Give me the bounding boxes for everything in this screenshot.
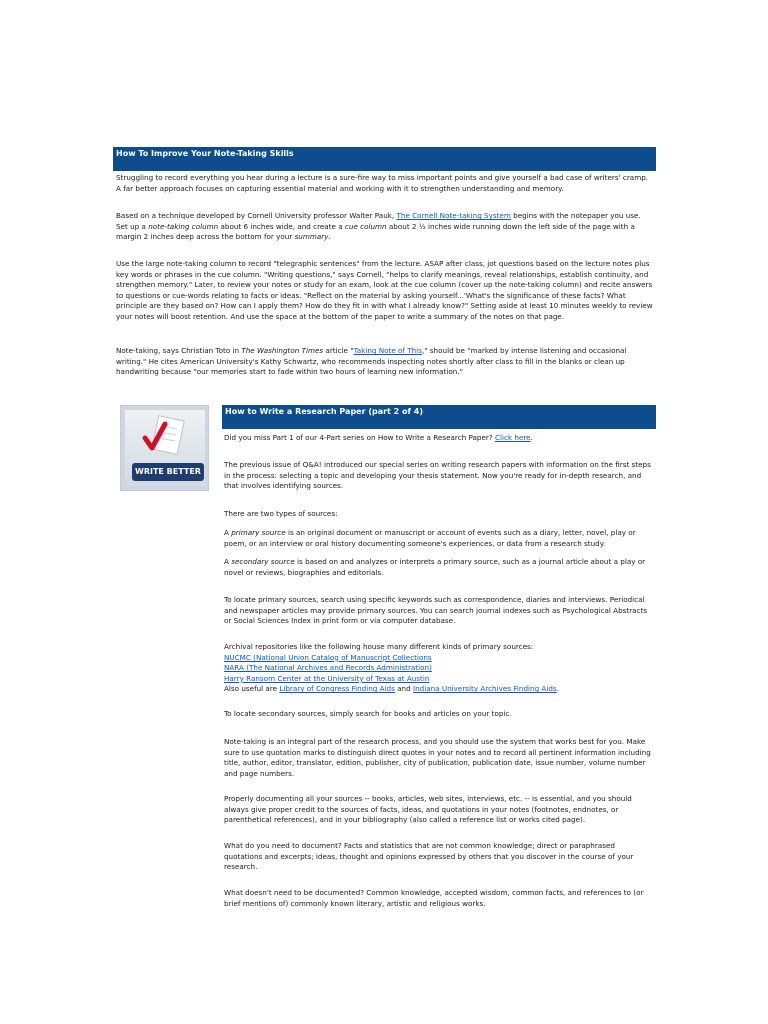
paragraph-text: . xyxy=(530,433,533,442)
paragraph-text: Based on a technique developed by Cornell University professor Walter Pauk, xyxy=(116,211,397,220)
paragraph-text: article " xyxy=(323,346,354,355)
cornell-system-link[interactable]: The Cornell Note-taking System xyxy=(396,211,511,220)
paragraph xyxy=(224,888,654,909)
paragraph-text: Properly documenting all your sources -- books, articles, web sites, interviews, etc. -- is essential, and you should always give proper credit to the sources of facts, ideas, and quotations in your notes (footnotes, endnotes, or parenthetical references), and in your bibliography (also called a reference list or works cited page). xyxy=(224,794,632,825)
emphasis-text: primary source xyxy=(231,528,286,537)
write-better-label: WRITE BETTER xyxy=(132,463,204,481)
paragraph-text: begins with the notepaper you use. Set up a xyxy=(116,211,641,231)
paragraph-text: There are two types of sources: xyxy=(224,509,338,518)
paragraph xyxy=(116,259,653,323)
paragraph-text: A xyxy=(224,557,232,566)
paragraph-text: Use the large note-taking column to record "telegraphic sentences" from the lecture. ASAP after class, jot questions based on the lecture notes plus key words or phrases in the cue column. "Writing questions," says Cornell, "helps to clarify meanings, reveal relationships, establish continuity, and strengthen memory." Later, to review your notes or study for an exam, look at the cue column (cover up the note-taking column) and recite answers to questions or cue-words relating to facts or ideas. "Reflect on the material by asking yourself...'What's the significance of these facts? What principle are they based on? How can I apply them? How do they fit in with what I already know?" Setting aside at least 10 minutes weekly to review your notes will boost retention. And use the space at the bottom of the paper to write a summary of the notes on that page. xyxy=(116,259,653,321)
section-heading-text: How to Write a Research Paper (part 2 of 4) xyxy=(225,407,424,416)
paragraph-text: about 2 ½ inches wide running down the left side of the page with a margin 2 inches deep across the bottom for your xyxy=(116,221,635,242)
paragraph xyxy=(224,709,654,720)
paragraph xyxy=(224,433,654,444)
library-of-congress-link[interactable]: Library of Congress Finding Aids xyxy=(279,684,395,694)
emphasis-text: summary xyxy=(294,232,329,242)
paragraph xyxy=(224,595,654,627)
emphasis-text: note-taking column xyxy=(148,221,219,231)
paragraph xyxy=(224,737,654,779)
paragraph-text: Did you miss Part 1 of our 4-Part series on How to Write a Research Paper? xyxy=(224,433,495,442)
paragraph-text: Struggling to record everything you hear during a lecture is a sure-fire way to miss important points and give yourself a bad case of writers' cramp. A far better approach focuses on capturing essential material and working with it to strengthen understanding and memory. xyxy=(116,173,649,193)
paragraph-text: Note-taking is an integral part of the research process, and you should use the system that works best for you. Make sure to use quotation marks to distinguish direct quotes in your notes and to record all pertinent information including title, author, editor, translator, edition, publisher, city of publication, publication date, issue number, volume number and page numbers. xyxy=(224,737,651,778)
emphasis-text: The Washington Times xyxy=(241,346,324,355)
paragraph-text: about 6 inches wide, and create a xyxy=(218,221,345,231)
nara-link[interactable]: NARA (The National Archives and Records Administration) xyxy=(224,663,432,673)
paragraph xyxy=(116,346,653,378)
paragraph-text: is an original document or manuscript or account of events such as a diary, letter, novel, play or poem, or an interview or oral history documenting someone's experiences, or data from a research study. xyxy=(224,528,636,548)
thumbnail-background xyxy=(125,410,205,487)
paragraph xyxy=(116,211,653,243)
paragraph-text: To locate primary sources, search using specific keywords such as correspondence, diaries and interviews. Periodical and newspaper articles may provide primary sources. You can search journal indexes such as Psychological Abstracts or Social Sciences Index in print form or via computer database. xyxy=(224,595,648,626)
nucmc-link[interactable]: NUCMC (National Union Catalog of Manuscript Collections xyxy=(224,652,432,662)
paragraph-text: is based on and analyzes or interprets a primary source, such as a journal article about a play or novel or reviews, biographies and editorials. xyxy=(224,557,646,577)
section-heading-note-taking xyxy=(113,147,656,171)
paragraph xyxy=(224,557,654,578)
paragraph xyxy=(224,528,654,549)
paragraph xyxy=(224,841,654,873)
paragraph-text: . xyxy=(556,684,559,694)
paragraph-text: What doesn't need to be documented? Common knowledge, accepted wisdom, common facts, and references to (or brief mentions of) commonly known literary, artistic and religious works. xyxy=(224,888,644,908)
paragraph-text: Note-taking, says Christian Toto in xyxy=(116,346,242,355)
section-heading-research-paper xyxy=(222,405,656,429)
indiana-university-link[interactable]: Indiana University Archives Finding Aids xyxy=(412,684,557,694)
paragraph xyxy=(224,460,654,492)
paragraph-text: What do you need to document? Facts and statistics that are not common knowledge; direct or paraphrased quotations and excerpts; ideas, thought and opinions expressed by others that you discover in the course of your research. xyxy=(224,841,634,872)
paragraph xyxy=(224,794,654,826)
paragraph xyxy=(224,509,654,520)
click-here-link[interactable]: Click here xyxy=(494,433,531,442)
emphasis-text: secondary source xyxy=(231,557,295,566)
paragraph-text: . xyxy=(328,232,331,242)
paragraph-text: A xyxy=(224,528,232,537)
paragraph-text: Archival repositories like the following house many different kinds of primary sources: xyxy=(224,642,534,651)
write-better-thumbnail xyxy=(120,405,209,491)
section-heading-text: How To Improve Your Note-Taking Skills xyxy=(116,149,294,158)
paragraph-text: To locate secondary sources, simply search for books and articles on your topic. xyxy=(224,709,512,718)
paragraph-text: and xyxy=(394,684,413,694)
emphasis-text: cue column xyxy=(344,221,387,231)
paragraph-text: ," should be "marked by intense listening and occasional writing." He cites American University's Kathy Schwartz, who recommends inspecting notes shortly after class to fill in the blanks or clean up handwriting because "our memories start to fade within two hours of learning new information." xyxy=(116,346,627,377)
checklist-icon xyxy=(125,410,205,462)
paragraph xyxy=(116,173,653,194)
taking-note-link[interactable]: Taking Note of This xyxy=(353,346,422,355)
paragraph-text: Also useful are xyxy=(224,684,280,694)
archival-list xyxy=(224,642,654,695)
paragraph-text: The previous issue of Q&A! introduced our special series on writing research papers with information on the first steps in the process: selecting a topic and developing your thesis statement. Now you're ready for in-depth research, and that involves identifying sources. xyxy=(224,460,651,491)
harry-ransom-center-link[interactable]: Harry Ransom Center at the University of Texas at Austin xyxy=(224,673,430,683)
